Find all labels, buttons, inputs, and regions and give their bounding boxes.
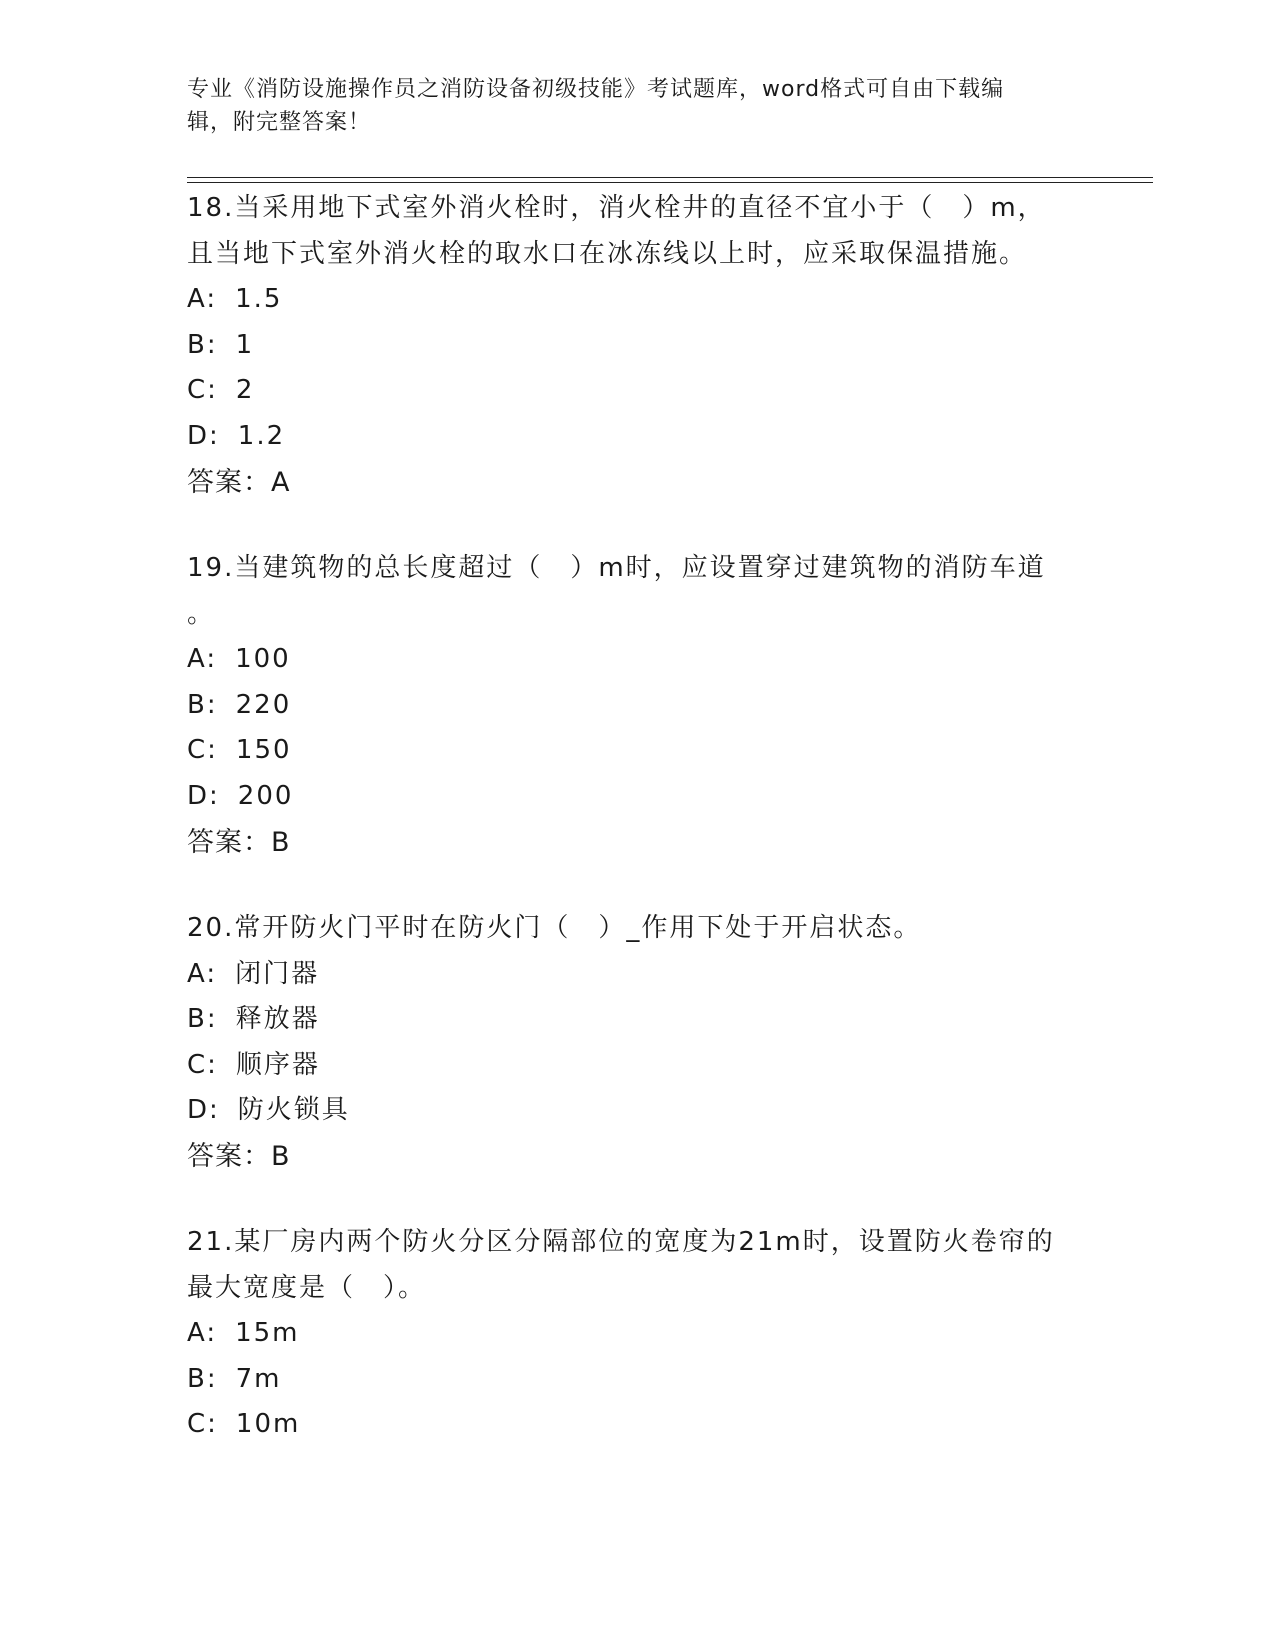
option-text: 防火锁具 [237, 1095, 350, 1126]
option-text: 220 [235, 689, 292, 720]
question-stem: 且当地下式室外消火栓的取水口在冰冻线以上时，应采取保温措施。 [187, 238, 1028, 269]
question-stem: 21.某厂房内两个防火分区分隔部位的宽度为21m时，设置防火卷帘的 [187, 1227, 1055, 1257]
option-c [187, 1043, 1087, 1089]
option-b [187, 323, 1087, 369]
option-letter: D: [187, 780, 220, 811]
option-c [187, 368, 1087, 414]
question-stem: 20.常开防火门平时在防火门（ ）_作用下处于开启状态。 [187, 913, 922, 943]
option-text: 1 [235, 329, 255, 360]
option-letter: C: [187, 375, 218, 406]
header-rule-bottom [187, 182, 1153, 183]
option-c [187, 728, 1087, 774]
option-text: 闭门器 [235, 958, 320, 989]
option-letter: B: [187, 689, 218, 720]
option-text: 10m [235, 1409, 301, 1440]
option-a [187, 952, 1087, 998]
option-a [187, 277, 1087, 323]
option-letter: A: [187, 958, 218, 989]
option-a [187, 1311, 1087, 1357]
question-18 [187, 186, 1087, 505]
option-letter: A: [187, 1318, 218, 1349]
option-c [187, 1402, 1087, 1448]
document-header [187, 73, 1067, 139]
option-letter: A: [187, 644, 218, 675]
option-letter: C: [187, 1409, 218, 1440]
option-d [187, 774, 1087, 820]
question-19 [187, 546, 1087, 865]
question-stem: 。 [187, 598, 216, 629]
option-text: 200 [237, 780, 294, 811]
option-letter: B: [187, 1004, 218, 1035]
option-letter: B: [187, 329, 218, 360]
option-text: 释放器 [235, 1004, 320, 1035]
answer-label: 答案：B [187, 1140, 291, 1172]
option-text: 150 [235, 735, 292, 766]
question-stem: 19.当建筑物的总长度超过（ ）m时，应设置穿过建筑物的消防车道 [187, 553, 1046, 583]
option-d [187, 414, 1087, 460]
question-stem: 18.当采用地下式室外消火栓时，消火栓井的直径不宜小于（ ）m， [187, 193, 1046, 223]
option-text: 顺序器 [235, 1049, 320, 1080]
question-stem: 最大宽度是（ ）。 [187, 1272, 427, 1303]
option-text: 2 [235, 375, 255, 406]
option-d [187, 1088, 1087, 1134]
option-b [187, 997, 1087, 1043]
option-text: 1.2 [237, 420, 286, 451]
option-letter: D: [187, 1095, 220, 1126]
option-text: 7m [235, 1363, 282, 1394]
option-letter: D: [187, 420, 220, 451]
option-text: 100 [235, 644, 291, 675]
header-line-2: 辑，附完整答案！ [187, 110, 372, 135]
option-letter: B: [187, 1363, 218, 1394]
option-letter: C: [187, 1049, 218, 1080]
option-letter: C: [187, 735, 218, 766]
option-b [187, 683, 1087, 729]
option-b [187, 1357, 1087, 1403]
option-letter: A: [187, 284, 218, 315]
option-a [187, 637, 1087, 683]
option-text: 15m [235, 1318, 300, 1349]
question-20 [187, 906, 1087, 1180]
option-text: 1.5 [235, 284, 283, 315]
header-rule-top [187, 177, 1153, 178]
header-line-1: 专业《消防设施操作员之消防设备初级技能》考试题库，word格式可自由下载编 [187, 77, 1005, 102]
answer-label: 答案：A [187, 466, 291, 498]
answer-label: 答案：B [187, 826, 291, 858]
question-21 [187, 1220, 1087, 1448]
